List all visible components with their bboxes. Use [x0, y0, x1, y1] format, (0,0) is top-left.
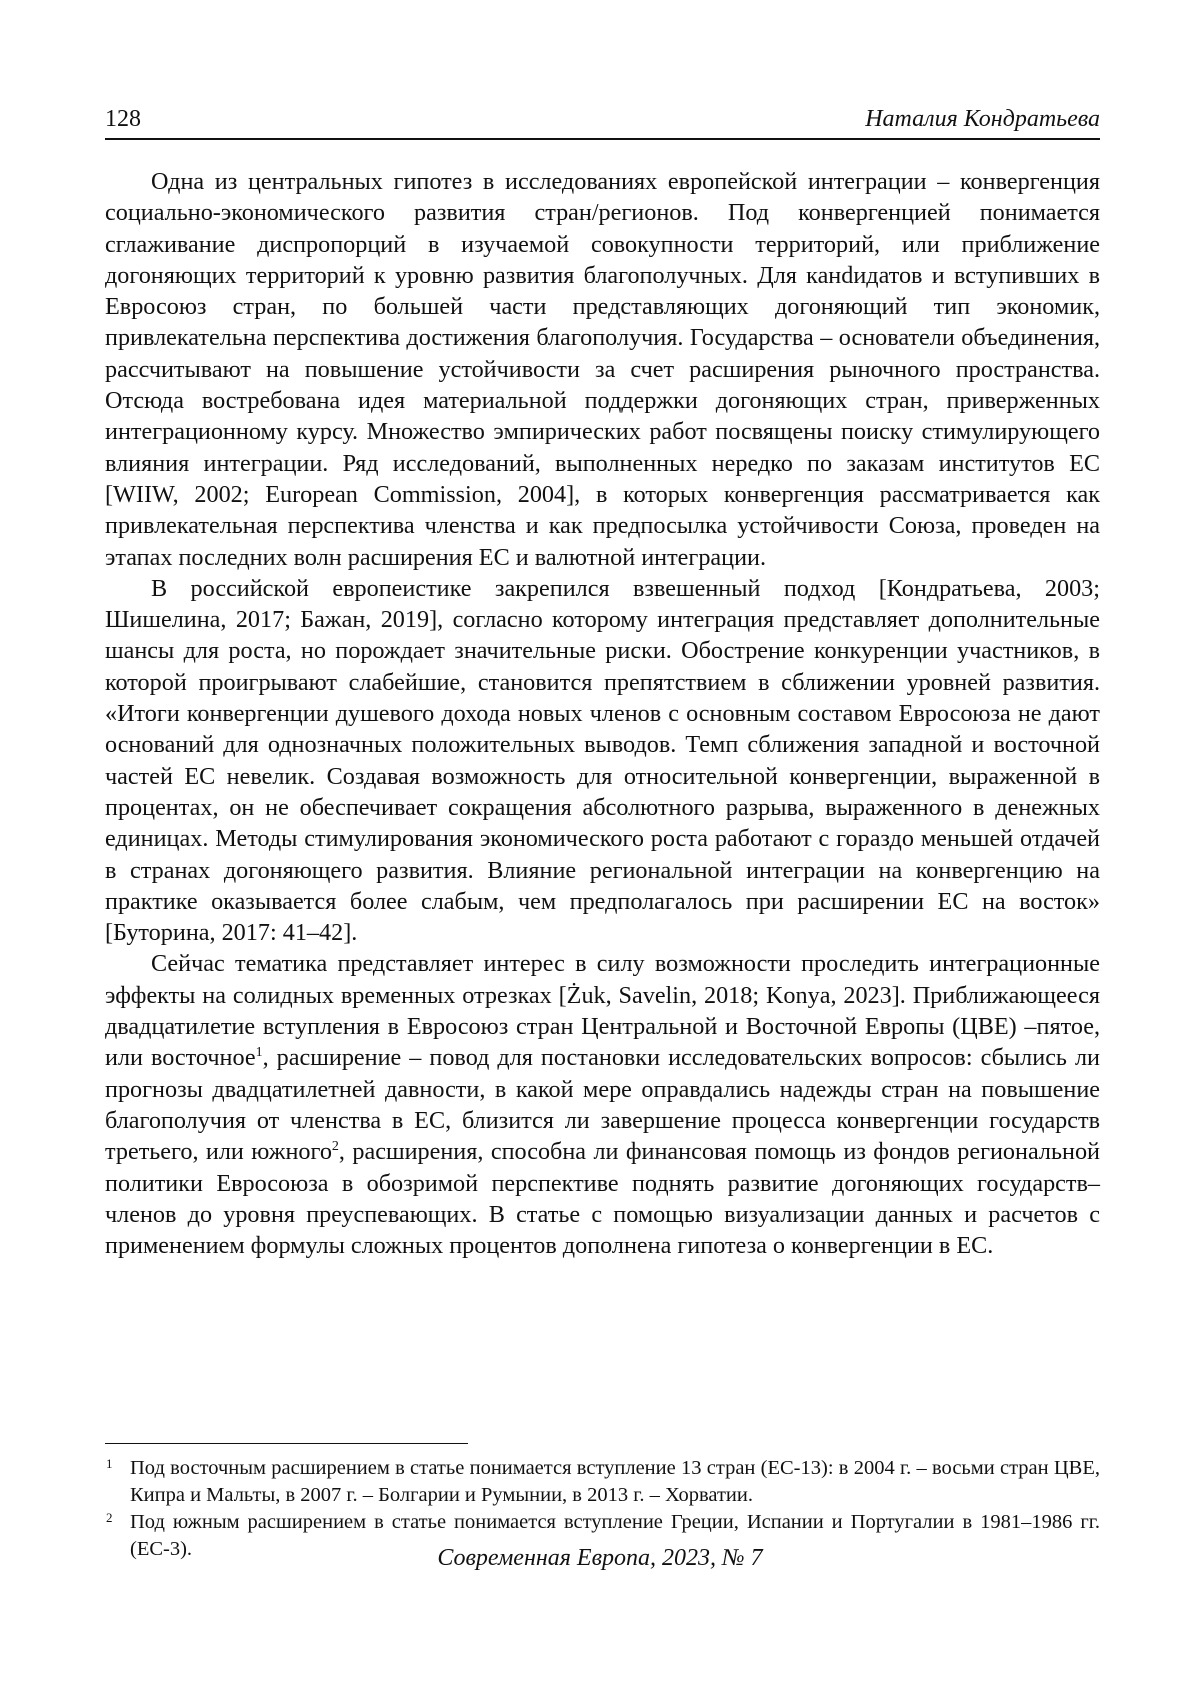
paragraph-text: Сейчас тематика представляет интерес в силу возможности проследить интеграционные эффекты на солидных временных отрезках [Żuk, Savelin, 2018; Konya, 2023]. Приближающееся двадцатилетие вступления в Евросоюз стран Центральной и Восточной Европы (ЦВЕ) –пятое, или восточное	[105, 950, 1100, 1072]
article-body	[105, 166, 1100, 1261]
journal-footer: Современная Европа, 2023, № 7	[437, 1545, 763, 1571]
footnote-1	[105, 1455, 1100, 1509]
paragraph-text: , расширения, способна ли финансовая помощь из фондов региональной политики Евросоюза в обозримой перспективе поднять развитие догоняющих государств–членов до уровня преуспевающих. В статье с помощью визуализации данных и расчетов с применением формулы сложных процентов дополнена гипотеза о конвергенции в ЕС.	[105, 1138, 1101, 1260]
footnote-number: 2	[106, 1510, 113, 1525]
paragraph: В российской европеистике закрепился взвешенный подход [Кондратьева, 2003; Шишелина, 2017; Бажан, 2019], согласно которому интеграция представляет дополнительные шансы для роста, но порождает значительные риски. Обострение конкуренции участников, в которой проигрывают слабейшие, становится препятствием в сближении уровней развития. «Итоги конвергенции душевого дохода новых членов с основным составом Евросоюза не дают оснований для однозначных положительных выводов. Темп сближения западной и восточной частей ЕС невелик. Создавая возможность для относительной конвергенции, выраженной в процентах, он не обеспечивает сокращения абсолютного разрыва, выраженного в денежных единицах. Методы стимулирования экономического роста работают с гораздо меньшей отдачей в странах догоняющего развития. Влияние региональной интеграции на конвергенцию на практике оказывается более слабым, чем предполагалось при расширении ЕС на восток» [Буторина, 2017: 41–42].	[105, 574, 1100, 947]
footnote-ref-1: 1	[255, 1045, 263, 1061]
footnote-separator	[105, 1443, 468, 1444]
footnote-number: 1	[106, 1456, 113, 1471]
footnote-text: Под южным расширением в статье понимается вступление Греции, Испании и Португалии в 1981–1986 гг. (ЕС-3).	[130, 1511, 1100, 1560]
footnote-ref-2: 2	[331, 1139, 339, 1155]
paragraph-text: , расширение – повод для постановки исследовательских вопросов: сбылись ли прогнозы двадцатилетней давности, в какой мере оправдались надежды стран на повышение благополучия от членства в ЕС, близится ли завершение процесса конвергенции государств третьего, или южного	[105, 1044, 1100, 1166]
page-number: 128	[105, 106, 141, 132]
paragraph-with-footnote-refs	[105, 948, 1100, 1261]
running-author: Наталия Кондратьева	[865, 106, 1100, 132]
footnote-text: Под восточным расширением в статье понимается вступление 13 стран (ЕС-13): в 2004 г. – восьми стран ЦВЕ, Кипра и Мальты, в 2007 г. – Болгарии и Румынии, в 2013 г. – Хорватии.	[130, 1457, 1100, 1506]
running-header	[105, 104, 1100, 140]
paragraph: Одна из центральных гипотез в исследованиях европейской интеграции – конвергенция социально-экономического развития стран/регионов. Под конвергенцией понимается сглаживание диспропорций в изучаемой совокупности территорий, или приближение догоняющих территорий к уровню развития благополучных. Для канdидатов и вступивших в Евросоюз стран, по большей части представляющих догоняющий тип экономик, привлекательна перспектива достижения благополучия. Государства – основатели объединения, рассчитывают на повышение устойчивости за счет расширения рыночного пространства. Отсюда востребована идея материальной поддержки догоняющих стран, приверженных интеграционному курсу. Множество эмпирических работ посвящены поиску стимулирующего влияния интеграции. Ряд исследований, выполненных нередко по заказам институтов ЕС [WIIW, 2002; European Commission, 2004], в которых конвергенция рассматривается как привлекательная перспектива членства и как предпосылка устойчивости Союза, проведен на этапах последних волн расширения ЕС и валютной интеграции.	[105, 168, 1100, 571]
